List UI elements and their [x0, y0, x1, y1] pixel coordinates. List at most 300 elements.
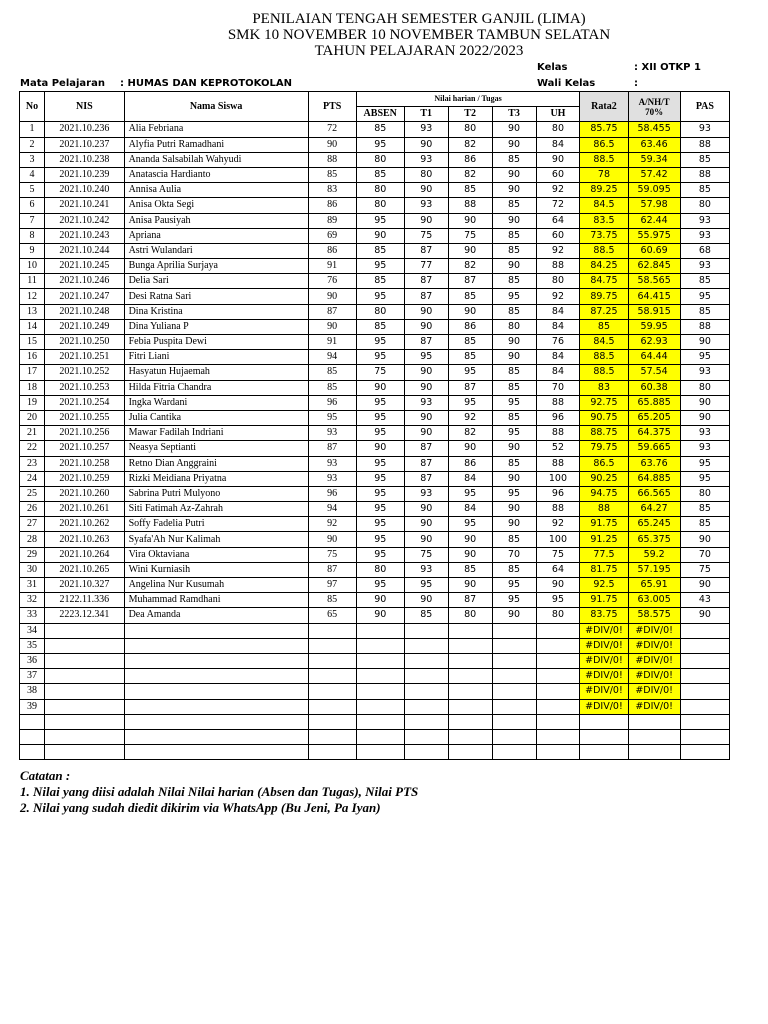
cell-no: 30	[20, 562, 45, 577]
cell-rata2	[580, 714, 628, 729]
cell-t2: 95	[448, 486, 492, 501]
cell-nama: Angelina Nur Kusumah	[124, 578, 308, 593]
cell-nama: Siti Fatimah Az-Zahrah	[124, 502, 308, 517]
cell-no: 1	[20, 122, 45, 137]
cell-absen: 95	[356, 137, 404, 152]
cell-t2: 80	[448, 122, 492, 137]
cell-pas: 90	[680, 532, 729, 547]
cell-nis: 2021.10.248	[45, 304, 124, 319]
cell-nis: 2021.10.242	[45, 213, 124, 228]
cell-rata2: 92.75	[580, 395, 628, 410]
cell-nama: Apriana	[124, 228, 308, 243]
cell-nama: Anisa Okta Segi	[124, 198, 308, 213]
cell-anht: 65.375	[628, 532, 680, 547]
cell-rata2: 84.5	[580, 198, 628, 213]
cell-no: 16	[20, 350, 45, 365]
title-line-1: PENILAIAN TENGAH SEMESTER GANJIL (LIMA)	[252, 11, 586, 27]
cell-anht: 60.69	[628, 243, 680, 258]
cell-t1: 85	[404, 608, 448, 623]
cell-absen: 95	[356, 395, 404, 410]
cell-anht: 59.095	[628, 183, 680, 198]
cell-uh: 92	[536, 289, 580, 304]
header-nama: Nama Siswa	[124, 92, 308, 122]
header-nis: NIS	[45, 92, 124, 122]
table-row	[20, 532, 730, 547]
cell-anht: 57.195	[628, 562, 680, 577]
table-row	[20, 517, 730, 532]
cell-pts: 76	[308, 274, 356, 289]
cell-t2: 90	[448, 547, 492, 562]
cell-no: 6	[20, 198, 45, 213]
notes-line-2: 2. Nilai yang sudah diedit dikirim via WhatsApp (Bu Jeni, Pa Iyan)	[20, 800, 381, 815]
cell-t3: 85	[492, 228, 536, 243]
cell-t2: 90	[448, 243, 492, 258]
cell-nama: Retno Dian Anggraini	[124, 456, 308, 471]
cell-t2: 95	[448, 395, 492, 410]
cell-no: 7	[20, 213, 45, 228]
cell-rata2: #DIV/0!	[580, 623, 628, 638]
table-row	[20, 380, 730, 395]
cell-rata2: 84.75	[580, 274, 628, 289]
cell-rata2: 87.25	[580, 304, 628, 319]
cell-anht: 64.415	[628, 289, 680, 304]
cell-no: 17	[20, 365, 45, 380]
cell-pas: 93	[680, 122, 729, 137]
cell-pts	[308, 699, 356, 714]
cell-no: 14	[20, 319, 45, 334]
cell-t2: 85	[448, 562, 492, 577]
cell-absen	[356, 699, 404, 714]
cell-rata2: 79.75	[580, 441, 628, 456]
cell-t1: 90	[404, 319, 448, 334]
cell-t1: 80	[404, 167, 448, 182]
table-row	[20, 745, 730, 760]
cell-t2	[448, 669, 492, 684]
cell-pts: 87	[308, 562, 356, 577]
cell-uh: 84	[536, 304, 580, 319]
header-rata2: Rata2	[580, 92, 628, 122]
cell-anht: 63.76	[628, 456, 680, 471]
header-no: No	[20, 92, 45, 122]
cell-anht: #DIV/0!	[628, 653, 680, 668]
cell-t3: 90	[492, 259, 536, 274]
cell-pts	[308, 653, 356, 668]
cell-anht: 62.44	[628, 213, 680, 228]
cell-anht: 65.245	[628, 517, 680, 532]
table-row	[20, 471, 730, 486]
cell-uh: 64	[536, 213, 580, 228]
cell-no: 34	[20, 623, 45, 638]
cell-pas: 95	[680, 350, 729, 365]
cell-pts: 93	[308, 471, 356, 486]
cell-t2: 95	[448, 517, 492, 532]
cell-t1: 93	[404, 198, 448, 213]
cell-uh: 88	[536, 395, 580, 410]
cell-nama: Alia Febriana	[124, 122, 308, 137]
cell-t2	[448, 699, 492, 714]
header-pas: PAS	[680, 92, 729, 122]
cell-no	[20, 745, 45, 760]
cell-t1: 90	[404, 365, 448, 380]
cell-pas	[680, 623, 729, 638]
cell-t1	[404, 699, 448, 714]
header-t2: T2	[448, 107, 492, 122]
table-row	[20, 289, 730, 304]
cell-rata2: 88.5	[580, 350, 628, 365]
table-row	[20, 152, 730, 167]
header-t1: T1	[404, 107, 448, 122]
cell-t1: 87	[404, 243, 448, 258]
cell-no: 18	[20, 380, 45, 395]
cell-absen: 95	[356, 471, 404, 486]
cell-pas: 85	[680, 152, 729, 167]
cell-t3: 85	[492, 365, 536, 380]
cell-no: 10	[20, 259, 45, 274]
cell-pts	[308, 638, 356, 653]
table-row	[20, 335, 730, 350]
cell-absen: 85	[356, 122, 404, 137]
cell-nama: Ingka Wardani	[124, 395, 308, 410]
table-row	[20, 669, 730, 684]
cell-absen: 95	[356, 578, 404, 593]
cell-nis: 2021.10.252	[45, 365, 124, 380]
cell-uh: 90	[536, 578, 580, 593]
cell-t3: 90	[492, 183, 536, 198]
cell-uh	[536, 653, 580, 668]
cell-uh	[536, 729, 580, 744]
cell-no: 9	[20, 243, 45, 258]
table-row	[20, 547, 730, 562]
cell-rata2: 88.75	[580, 426, 628, 441]
cell-absen: 80	[356, 562, 404, 577]
table-row	[20, 699, 730, 714]
cell-t1: 90	[404, 380, 448, 395]
cell-absen: 90	[356, 380, 404, 395]
header-t3: T3	[492, 107, 536, 122]
cell-pts: 91	[308, 335, 356, 350]
cell-nama: Muhammad Ramdhani	[124, 593, 308, 608]
cell-nis: 2021.10.238	[45, 152, 124, 167]
cell-nama: Annisa Aulia	[124, 183, 308, 198]
cell-rata2: 90.25	[580, 471, 628, 486]
cell-pas: 80	[680, 198, 729, 213]
cell-anht: #DIV/0!	[628, 623, 680, 638]
cell-anht: 59.95	[628, 319, 680, 334]
cell-pas: 75	[680, 562, 729, 577]
cell-nama: Alyfia Putri Ramadhani	[124, 137, 308, 152]
cell-pas: 95	[680, 289, 729, 304]
cell-anht: 57.98	[628, 198, 680, 213]
cell-no: 37	[20, 669, 45, 684]
cell-nis	[45, 638, 124, 653]
cell-pas: 80	[680, 486, 729, 501]
cell-pts	[308, 669, 356, 684]
cell-absen: 90	[356, 228, 404, 243]
cell-t2: 75	[448, 228, 492, 243]
cell-t1: 93	[404, 152, 448, 167]
cell-pas: 43	[680, 593, 729, 608]
cell-rata2: 86.5	[580, 137, 628, 152]
cell-uh: 52	[536, 441, 580, 456]
cell-nis	[45, 669, 124, 684]
cell-t1: 87	[404, 274, 448, 289]
cell-t3: 80	[492, 319, 536, 334]
cell-nis: 2021.10.245	[45, 259, 124, 274]
cell-uh: 92	[536, 243, 580, 258]
cell-no	[20, 714, 45, 729]
cell-pts: 92	[308, 517, 356, 532]
cell-rata2: #DIV/0!	[580, 653, 628, 668]
cell-absen: 85	[356, 274, 404, 289]
cell-anht: 64.44	[628, 350, 680, 365]
cell-pts: 83	[308, 183, 356, 198]
table-row	[20, 714, 730, 729]
cell-t2	[448, 684, 492, 699]
cell-t2: 86	[448, 152, 492, 167]
cell-nis	[45, 729, 124, 744]
cell-nis	[45, 684, 124, 699]
cell-no: 20	[20, 410, 45, 425]
cell-anht: 62.93	[628, 335, 680, 350]
cell-t1	[404, 669, 448, 684]
cell-uh: 96	[536, 486, 580, 501]
cell-nama	[124, 669, 308, 684]
cell-anht: #DIV/0!	[628, 638, 680, 653]
cell-nama: Astri Wulandari	[124, 243, 308, 258]
header-uh: UH	[536, 107, 580, 122]
cell-nama: Sabrina Putri Mulyono	[124, 486, 308, 501]
table-row	[20, 228, 730, 243]
cell-nama	[124, 684, 308, 699]
cell-uh: 100	[536, 532, 580, 547]
homeroom-label: Wali Kelas	[537, 78, 596, 89]
cell-rata2: 85.75	[580, 122, 628, 137]
cell-pas: 90	[680, 410, 729, 425]
cell-t1: 95	[404, 350, 448, 365]
cell-rata2: 83.5	[580, 213, 628, 228]
table-row	[20, 304, 730, 319]
subject-label: Mata Pelajaran	[20, 78, 105, 89]
cell-pts: 72	[308, 122, 356, 137]
cell-uh: 84	[536, 137, 580, 152]
cell-pas: 93	[680, 259, 729, 274]
cell-t2: 95	[448, 365, 492, 380]
cell-no: 23	[20, 456, 45, 471]
cell-pts: 96	[308, 395, 356, 410]
cell-rata2	[580, 729, 628, 744]
cell-no: 4	[20, 167, 45, 182]
cell-nis: 2021.10.240	[45, 183, 124, 198]
cell-t2: 87	[448, 593, 492, 608]
cell-uh: 60	[536, 228, 580, 243]
cell-t1: 87	[404, 456, 448, 471]
cell-pas: 80	[680, 380, 729, 395]
cell-t1: 90	[404, 213, 448, 228]
cell-t2: 90	[448, 304, 492, 319]
table-row	[20, 729, 730, 744]
notes-line-1: 1. Nilai yang diisi adalah Nilai Nilai harian (Absen dan Tugas), Nilai PTS	[20, 784, 419, 799]
cell-anht: 58.455	[628, 122, 680, 137]
cell-rata2: #DIV/0!	[580, 684, 628, 699]
cell-no: 39	[20, 699, 45, 714]
cell-absen	[356, 669, 404, 684]
cell-absen	[356, 623, 404, 638]
cell-anht: #DIV/0!	[628, 684, 680, 699]
cell-no: 33	[20, 608, 45, 623]
cell-nis: 2021.10.250	[45, 335, 124, 350]
cell-rata2: 89.25	[580, 183, 628, 198]
cell-uh: 84	[536, 350, 580, 365]
cell-absen: 95	[356, 486, 404, 501]
cell-t3	[492, 669, 536, 684]
cell-t3: 90	[492, 167, 536, 182]
cell-absen: 95	[356, 426, 404, 441]
cell-anht	[628, 745, 680, 760]
cell-pts	[308, 623, 356, 638]
cell-nama	[124, 729, 308, 744]
cell-uh: 88	[536, 259, 580, 274]
cell-t1: 90	[404, 426, 448, 441]
table-row	[20, 653, 730, 668]
cell-nama: Wini Kurniasih	[124, 562, 308, 577]
cell-nis: 2021.10.257	[45, 441, 124, 456]
cell-no: 5	[20, 183, 45, 198]
cell-no: 13	[20, 304, 45, 319]
cell-uh	[536, 638, 580, 653]
cell-anht: 62.845	[628, 259, 680, 274]
cell-pts: 85	[308, 365, 356, 380]
cell-pts: 93	[308, 456, 356, 471]
cell-anht: 58.915	[628, 304, 680, 319]
table-row	[20, 395, 730, 410]
cell-pts: 89	[308, 213, 356, 228]
cell-no: 31	[20, 578, 45, 593]
cell-t1	[404, 623, 448, 638]
cell-pts: 90	[308, 289, 356, 304]
cell-t2	[448, 714, 492, 729]
cell-pas	[680, 653, 729, 668]
cell-t2: 87	[448, 274, 492, 289]
cell-no: 3	[20, 152, 45, 167]
cell-t1: 90	[404, 304, 448, 319]
cell-pas: 70	[680, 547, 729, 562]
cell-t3: 85	[492, 304, 536, 319]
cell-absen: 95	[356, 259, 404, 274]
cell-uh: 80	[536, 274, 580, 289]
cell-t2: 90	[448, 213, 492, 228]
cell-anht: 63.46	[628, 137, 680, 152]
cell-anht: 55.975	[628, 228, 680, 243]
cell-nama	[124, 699, 308, 714]
table-row	[20, 441, 730, 456]
cell-no: 26	[20, 502, 45, 517]
cell-t2: 86	[448, 319, 492, 334]
cell-nis: 2021.10.256	[45, 426, 124, 441]
table-row	[20, 562, 730, 577]
cell-absen: 75	[356, 365, 404, 380]
cell-t3: 95	[492, 426, 536, 441]
cell-pas	[680, 638, 729, 653]
cell-t3: 85	[492, 274, 536, 289]
cell-pas: 90	[680, 395, 729, 410]
cell-nama	[124, 653, 308, 668]
cell-t2: 86	[448, 456, 492, 471]
cell-t1: 87	[404, 441, 448, 456]
cell-t3	[492, 729, 536, 744]
cell-uh: 96	[536, 410, 580, 425]
cell-absen: 95	[356, 289, 404, 304]
cell-rata2	[580, 745, 628, 760]
cell-pts: 88	[308, 152, 356, 167]
table-row	[20, 198, 730, 213]
cell-t1	[404, 729, 448, 744]
cell-pts	[308, 729, 356, 744]
cell-t3: 85	[492, 456, 536, 471]
cell-rata2: 77.5	[580, 547, 628, 562]
cell-absen: 95	[356, 517, 404, 532]
cell-t3: 70	[492, 547, 536, 562]
cell-no: 38	[20, 684, 45, 699]
cell-absen: 95	[356, 335, 404, 350]
cell-nama: Bunga Aprilia Surjaya	[124, 259, 308, 274]
cell-t1: 90	[404, 517, 448, 532]
cell-no: 24	[20, 471, 45, 486]
table-row	[20, 426, 730, 441]
cell-pas: 95	[680, 456, 729, 471]
cell-uh	[536, 699, 580, 714]
header-anht-label: A/NH/T	[638, 96, 670, 107]
title-line-2: SMK 10 NOVEMBER 10 NOVEMBER TAMBUN SELATAN	[227, 27, 611, 43]
cell-rata2: 88.5	[580, 365, 628, 380]
cell-t1	[404, 684, 448, 699]
cell-pas	[680, 714, 729, 729]
cell-anht: 65.205	[628, 410, 680, 425]
cell-pts: 87	[308, 304, 356, 319]
cell-no	[20, 729, 45, 744]
cell-nama	[124, 745, 308, 760]
cell-t3: 85	[492, 198, 536, 213]
cell-t1	[404, 714, 448, 729]
cell-uh: 95	[536, 593, 580, 608]
cell-nis: 2021.10.236	[45, 122, 124, 137]
cell-rata2: 73.75	[580, 228, 628, 243]
cell-t1: 87	[404, 471, 448, 486]
cell-nis	[45, 699, 124, 714]
table-row	[20, 365, 730, 380]
cell-t3	[492, 699, 536, 714]
cell-nis: 2021.10.253	[45, 380, 124, 395]
cell-nama	[124, 638, 308, 653]
cell-nis: 2021.10.327	[45, 578, 124, 593]
cell-rata2: 83.75	[580, 608, 628, 623]
cell-pts: 96	[308, 486, 356, 501]
cell-absen: 90	[356, 608, 404, 623]
cell-t2: 90	[448, 578, 492, 593]
cell-t3: 85	[492, 562, 536, 577]
cell-pas: 68	[680, 243, 729, 258]
cell-t3: 90	[492, 350, 536, 365]
cell-rata2: 88.5	[580, 243, 628, 258]
cell-nama: Julia Cantika	[124, 410, 308, 425]
cell-absen	[356, 684, 404, 699]
class-label: Kelas	[537, 62, 568, 73]
cell-rata2: 89.75	[580, 289, 628, 304]
cell-nama: Anisa Pausiyah	[124, 213, 308, 228]
cell-anht: 57.42	[628, 167, 680, 182]
cell-anht: 64.27	[628, 502, 680, 517]
cell-nis	[45, 714, 124, 729]
cell-nis	[45, 653, 124, 668]
